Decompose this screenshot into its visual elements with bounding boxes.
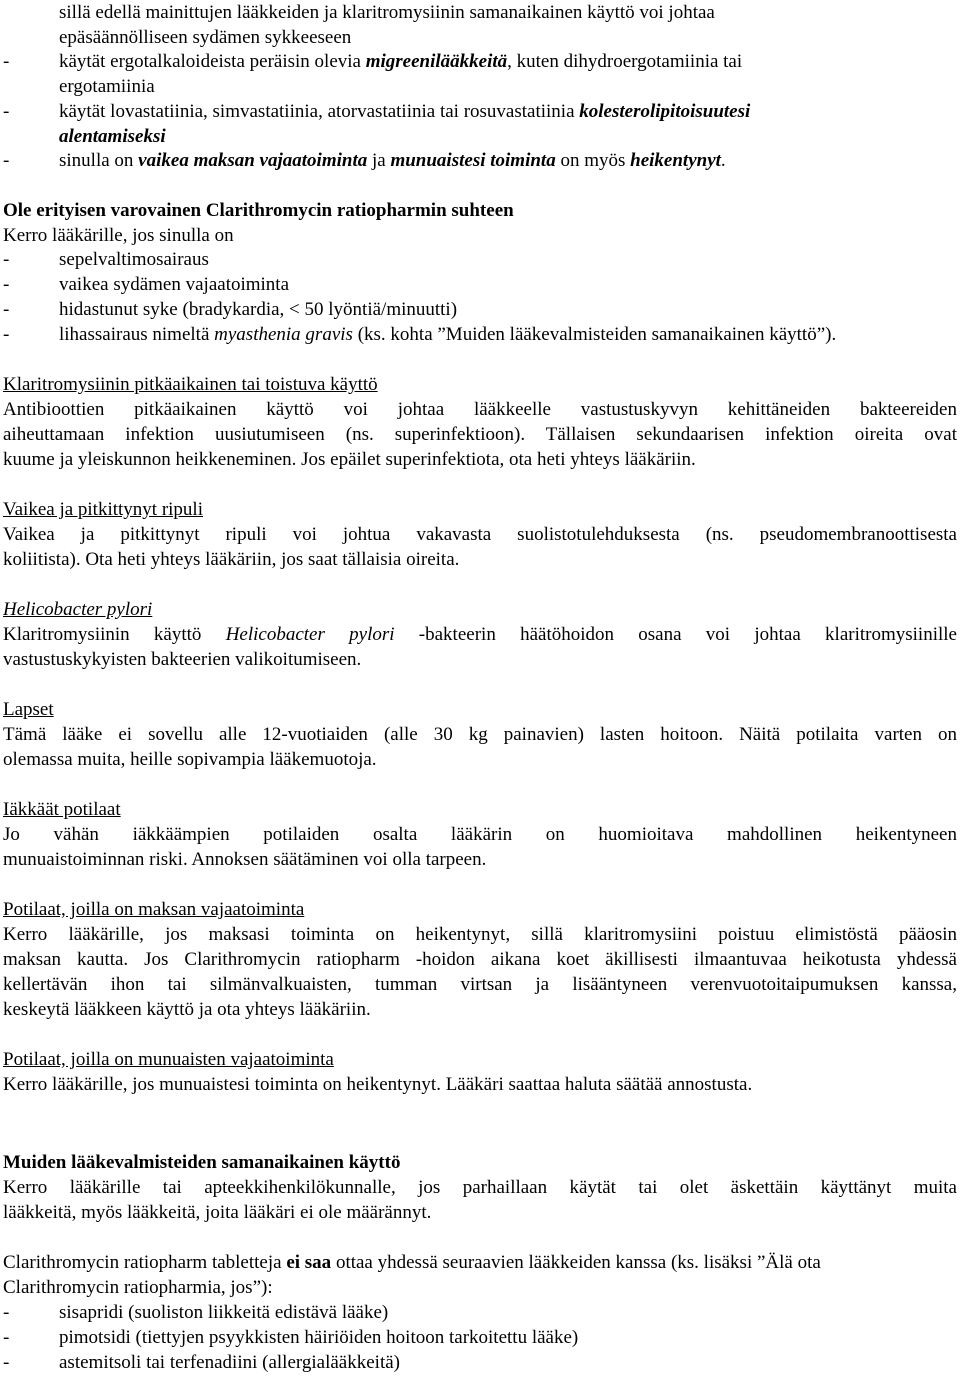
list-dash: -: [3, 1327, 10, 1348]
paragraph-line: Clarithromycin ratiopharm tabletteja ei saa ottaa yhdessä seuraavien lääkkeiden kanssa (ks. lisäksi ”Älä ota: [3, 1252, 821, 1273]
list-item: sepelvaltimosairaus: [59, 249, 209, 270]
list-item-migraine: käytät ergotalkaloideista peräisin olevia migreenilääkkeitä, kuten dihydroergotamiinia tai: [59, 51, 743, 72]
list-item: vaikea sydämen vajaatoiminta: [59, 274, 290, 295]
paragraph-line: kellertävän ihon tai silmänvalkuaisten, tumman virtsan ja lisääntyneen verenvuotoitaipumuksen kanssa,: [3, 974, 957, 995]
subheading-diarrhea: Vaikea ja pitkittynyt ripuli: [3, 499, 203, 520]
paragraph-line: Kerro lääkärille tai apteekkihenkilökunnalle, jos parhaillaan käytät tai olet äskettäin käyttänyt muita: [3, 1177, 957, 1198]
list-dash: -: [3, 150, 10, 171]
list-dash: -: [3, 274, 10, 295]
paragraph-line: olemassa muita, heille sopivampia lääkemuotoja.: [3, 749, 377, 770]
paragraph-line: maksan kautta. Jos Clarithromycin ratiopharm -hoidon aikana koet äkillisesti ilmaantuvaa heikotusta yhdessä: [3, 949, 957, 970]
caution-intro: Kerro lääkärille, jos sinulla on: [3, 225, 234, 246]
paragraph-line: Kerro lääkärille, jos munuaistesi toiminta on heikentynyt. Lääkäri saattaa haluta säätää annostusta.: [3, 1074, 753, 1095]
paragraph-line: munuaistoiminnan riski. Annoksen säätäminen voi olla tarpeen.: [3, 849, 487, 870]
list-dash: -: [3, 1352, 10, 1373]
subheading-children: Lapset: [3, 699, 54, 720]
paragraph-line: Antibioottien pitkäaikainen käyttö voi johtaa lääkkeelle vastustuskyvyn kehittäneiden bakteereiden: [3, 399, 957, 420]
paragraph-line: vastustuskykyisten bakteerien valikoitumiseen.: [3, 649, 362, 670]
paragraph-line: Tämä lääke ei sovellu alle 12-vuotiaiden (alle 30 kg painavien) lasten hoitoon. Näitä potilaita varten on: [3, 724, 957, 745]
paragraph-line: Clarithromycin ratiopharmia, jos”):: [3, 1277, 273, 1298]
paragraph-line: aiheuttamaan infektion uusiutumiseen (ns. superinfektioon). Tällaisen sekundaarisen infektion oireita ovat: [3, 424, 957, 445]
paragraph-line: lääkkeitä, myös lääkkeitä, joita lääkäri ei ole määrännyt.: [3, 1202, 432, 1223]
paragraph-line: Kerro lääkärille, jos maksasi toiminta on heikentynyt, sillä klaritromysiini poistuu elimistöstä pääosin: [3, 924, 957, 945]
list-item-migraine-cont: ergotamiinia: [59, 76, 155, 97]
contraindication-text: epäsäännölliseen sydämen sykkeeseen: [59, 27, 352, 48]
list-item-myasthenia: lihassairaus nimeltä myasthenia gravis (ks. kohta ”Muiden lääkevalmisteiden samanaikainen käyttö”).: [59, 324, 837, 345]
list-dash: -: [3, 101, 10, 122]
list-dash: -: [3, 324, 10, 345]
paragraph-line: keskeytä lääkkeen käyttö ja ota yhteys lääkäriin.: [3, 999, 371, 1020]
list-item: astemitsoli tai terfenadiini (allergialääkkeitä): [59, 1352, 400, 1373]
subheading-hpylori: Helicobacter pylori: [3, 599, 153, 620]
list-dash: -: [3, 51, 10, 72]
list-item-statins: käytät lovastatiinia, simvastatiinia, atorvastatiinia tai rosuvastatiinia kolesterolipitoisuutesi: [59, 101, 751, 122]
list-item-statins-cont: alentamiseksi: [59, 126, 166, 147]
paragraph-line: kuume ja yleiskunnon heikkeneminen. Jos epäilet superinfektiota, ota heti yhteys lääkäriin.: [3, 449, 696, 470]
subheading-longterm: Klaritromysiinin pitkäaikainen tai toistuva käyttö: [3, 374, 378, 395]
list-dash: -: [3, 299, 10, 320]
list-item: hidastunut syke (bradykardia, < 50 lyöntiä/minuutti): [59, 299, 458, 320]
section-heading-interactions: Muiden lääkevalmisteiden samanaikainen käyttö: [3, 1152, 401, 1173]
paragraph-line: Jo vähän iäkkäämpien potilaiden osalta lääkärin on huomioitava mahdollinen heikentyneen: [3, 824, 957, 845]
paragraph-line: Vaikea ja pitkittynyt ripuli voi johtua vakavasta suolistotulehduksesta (ns. pseudomembranoottisesta: [3, 524, 957, 545]
section-heading-caution: Ole erityisen varovainen Clarithromycin ratiopharmin suhteen: [3, 200, 514, 221]
paragraph-line: koliitista). Ota heti yhteys lääkäriin, jos saat tällaisia oireita.: [3, 549, 460, 570]
subheading-kidney: Potilaat, joilla on munuaisten vajaatoiminta: [3, 1049, 334, 1070]
list-dash: -: [3, 1302, 10, 1323]
paragraph-line: Klaritromysiinin käyttö Helicobacter pylori -bakteerin häätöhoidon osana voi johtaa klaritromysiinille: [3, 624, 957, 645]
subheading-liver: Potilaat, joilla on maksan vajaatoiminta: [3, 899, 305, 920]
list-item-liver-kidney: sinulla on vaikea maksan vajaatoiminta ja munuaistesi toiminta on myös heikentynyt.: [59, 150, 726, 171]
contraindication-text: sillä edellä mainittujen lääkkeiden ja klaritromysiinin samanaikainen käyttö voi johtaa: [59, 2, 715, 23]
list-dash: -: [3, 249, 10, 270]
list-item: sisapridi (suoliston liikkeitä edistävä lääke): [59, 1302, 389, 1323]
list-item: pimotsidi (tiettyjen psyykkisten häiriöiden hoitoon tarkoitettu lääke): [59, 1327, 579, 1348]
subheading-elderly: Iäkkäät potilaat: [3, 799, 121, 820]
